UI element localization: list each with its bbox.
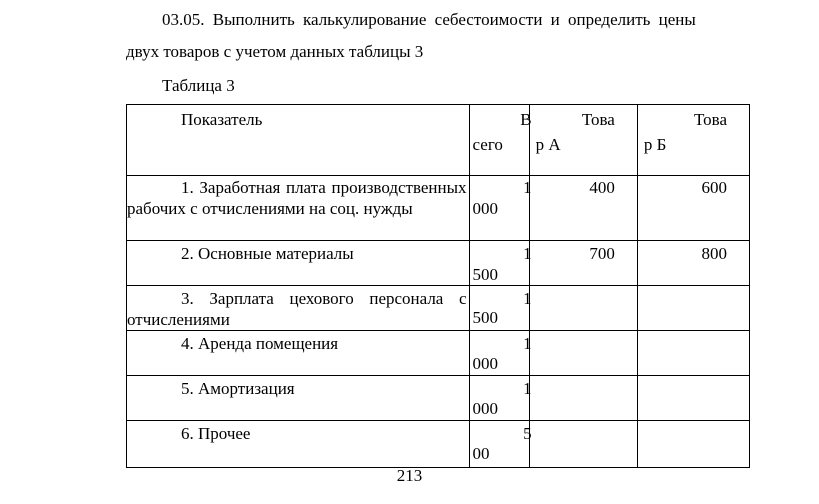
row-product-b-value	[638, 331, 749, 335]
row-product-b	[637, 331, 749, 376]
row-product-a	[529, 176, 637, 241]
row-indicator-text: 1. Заработная плата производственных рабочих с отчислениями на соц. нужды	[127, 178, 467, 218]
table-row	[127, 421, 750, 468]
row-product-a-value	[530, 331, 637, 335]
row-total-bottom: 00	[472, 444, 490, 463]
row-indicator-text: 6. Прочее	[181, 424, 251, 443]
cost-table	[126, 104, 750, 468]
header-total-bottom: сего	[472, 135, 503, 154]
row-product-b-value	[638, 376, 749, 380]
row-total-bottom: 500	[472, 308, 499, 327]
row-product-b	[637, 376, 749, 421]
task-text-line-2: двух товаров с учетом данных таблицы 3	[126, 42, 424, 61]
row-product-b	[637, 421, 749, 468]
row-indicator	[127, 286, 470, 331]
row-total-top: 5	[523, 424, 532, 443]
row-product-b-value: 800	[701, 244, 727, 263]
row-product-b	[637, 241, 749, 286]
row-product-a	[529, 421, 637, 468]
row-indicator-text: 3. Зарплата цехового персонала с отчислениями	[127, 289, 467, 329]
row-product-b-value: 600	[701, 178, 727, 197]
table-caption: Таблица 3	[162, 76, 235, 95]
header-product-b	[637, 105, 749, 176]
row-indicator	[127, 376, 470, 421]
page-number: 213	[396, 466, 423, 485]
row-total-top: 1	[523, 244, 532, 263]
row-total-top: 1	[523, 178, 532, 197]
row-total-bottom: 000	[472, 354, 499, 373]
header-product-a-bottom: р А	[535, 135, 561, 154]
row-total	[469, 421, 532, 468]
row-indicator-text: 2. Основные материалы	[181, 244, 354, 263]
row-product-a	[529, 286, 637, 331]
row-product-a-value	[530, 286, 637, 290]
header-product-a-top: Това	[581, 110, 615, 129]
task-text-line-1: 03.05. Выполнить калькулирование себестоимости и определить цены	[162, 10, 696, 29]
row-product-a-value	[530, 421, 637, 425]
header-indicator	[127, 105, 470, 176]
row-total	[469, 376, 532, 421]
header-product-b-top: Това	[694, 110, 727, 129]
header-indicator-label: Показатель	[181, 110, 263, 129]
row-product-b-value	[638, 286, 749, 290]
row-indicator	[127, 421, 470, 468]
table-row	[127, 176, 750, 241]
row-indicator-text: 5. Амортизация	[181, 379, 295, 398]
row-total-bottom: 000	[472, 399, 499, 418]
row-product-a	[529, 376, 637, 421]
header-total-top: В	[520, 110, 532, 129]
row-indicator	[127, 241, 470, 286]
row-product-a-value: 400	[589, 178, 615, 197]
table-row	[127, 331, 750, 376]
row-indicator	[127, 331, 470, 376]
row-total	[469, 331, 532, 376]
header-product-b-bottom: р Б	[643, 135, 667, 154]
table-header-row	[127, 105, 750, 176]
row-total-bottom: 500	[472, 265, 499, 284]
table-row	[127, 376, 750, 421]
row-product-b	[637, 286, 749, 331]
row-total	[469, 176, 532, 241]
row-total-top: 1	[523, 289, 532, 308]
table-row	[127, 241, 750, 286]
row-total-top: 1	[523, 379, 532, 398]
row-indicator-text: 4. Аренда помещения	[181, 334, 339, 353]
row-total-bottom: 000	[472, 199, 499, 218]
row-product-a-value	[530, 376, 637, 380]
row-product-a	[529, 331, 637, 376]
row-total-top: 1	[523, 334, 532, 353]
row-indicator	[127, 176, 470, 241]
row-product-b-value	[638, 421, 749, 425]
header-total	[469, 105, 532, 176]
header-product-a	[529, 105, 637, 176]
row-total	[469, 241, 532, 286]
row-product-a	[529, 241, 637, 286]
table-row	[127, 286, 750, 331]
row-product-b	[637, 176, 749, 241]
row-product-a-value: 700	[589, 244, 615, 263]
row-total	[469, 286, 532, 331]
